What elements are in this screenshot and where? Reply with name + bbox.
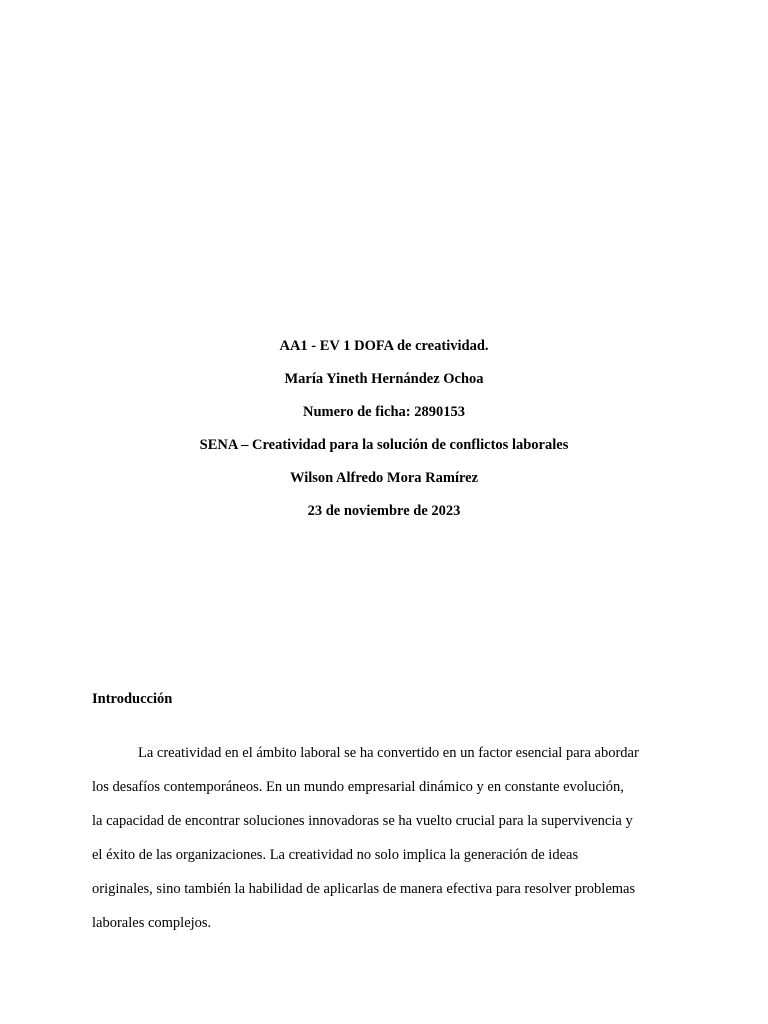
paragraph-line: originales, sino también la habilidad de aplicarlas de manera efectiva para resolver problemas: [92, 881, 636, 897]
paragraph-line: laborales complejos.: [92, 915, 212, 931]
document-date: 23 de noviembre de 2023: [307, 503, 461, 519]
paragraph-line: los desafíos contemporáneos. En un mundo empresarial dinámico y en constante evolución,: [92, 779, 624, 795]
paragraph-line: el éxito de las organizaciones. La creatividad no solo implica la generación de ideas: [92, 847, 579, 863]
introduction-paragraph: [92, 736, 676, 940]
instructor-name: Wilson Alfredo Mora Ramírez: [289, 470, 479, 486]
author-name: María Yineth Hernández Ochoa: [284, 371, 484, 387]
title-block: [0, 330, 768, 528]
assignment-title: AA1 - EV 1 DOFA de creatividad.: [279, 338, 489, 354]
course-name: SENA – Creatividad para la solución de conflictos laborales: [199, 437, 569, 453]
paragraph-line: La creatividad en el ámbito laboral se ha convertido en un factor esencial para abordar: [138, 745, 639, 761]
paragraph-line: la capacidad de encontrar soluciones innovadoras se ha vuelto crucial para la supervivencia y: [92, 813, 633, 829]
record-number: Numero de ficha: 2890153: [302, 404, 466, 420]
introduction-heading: Introducción: [92, 691, 173, 707]
